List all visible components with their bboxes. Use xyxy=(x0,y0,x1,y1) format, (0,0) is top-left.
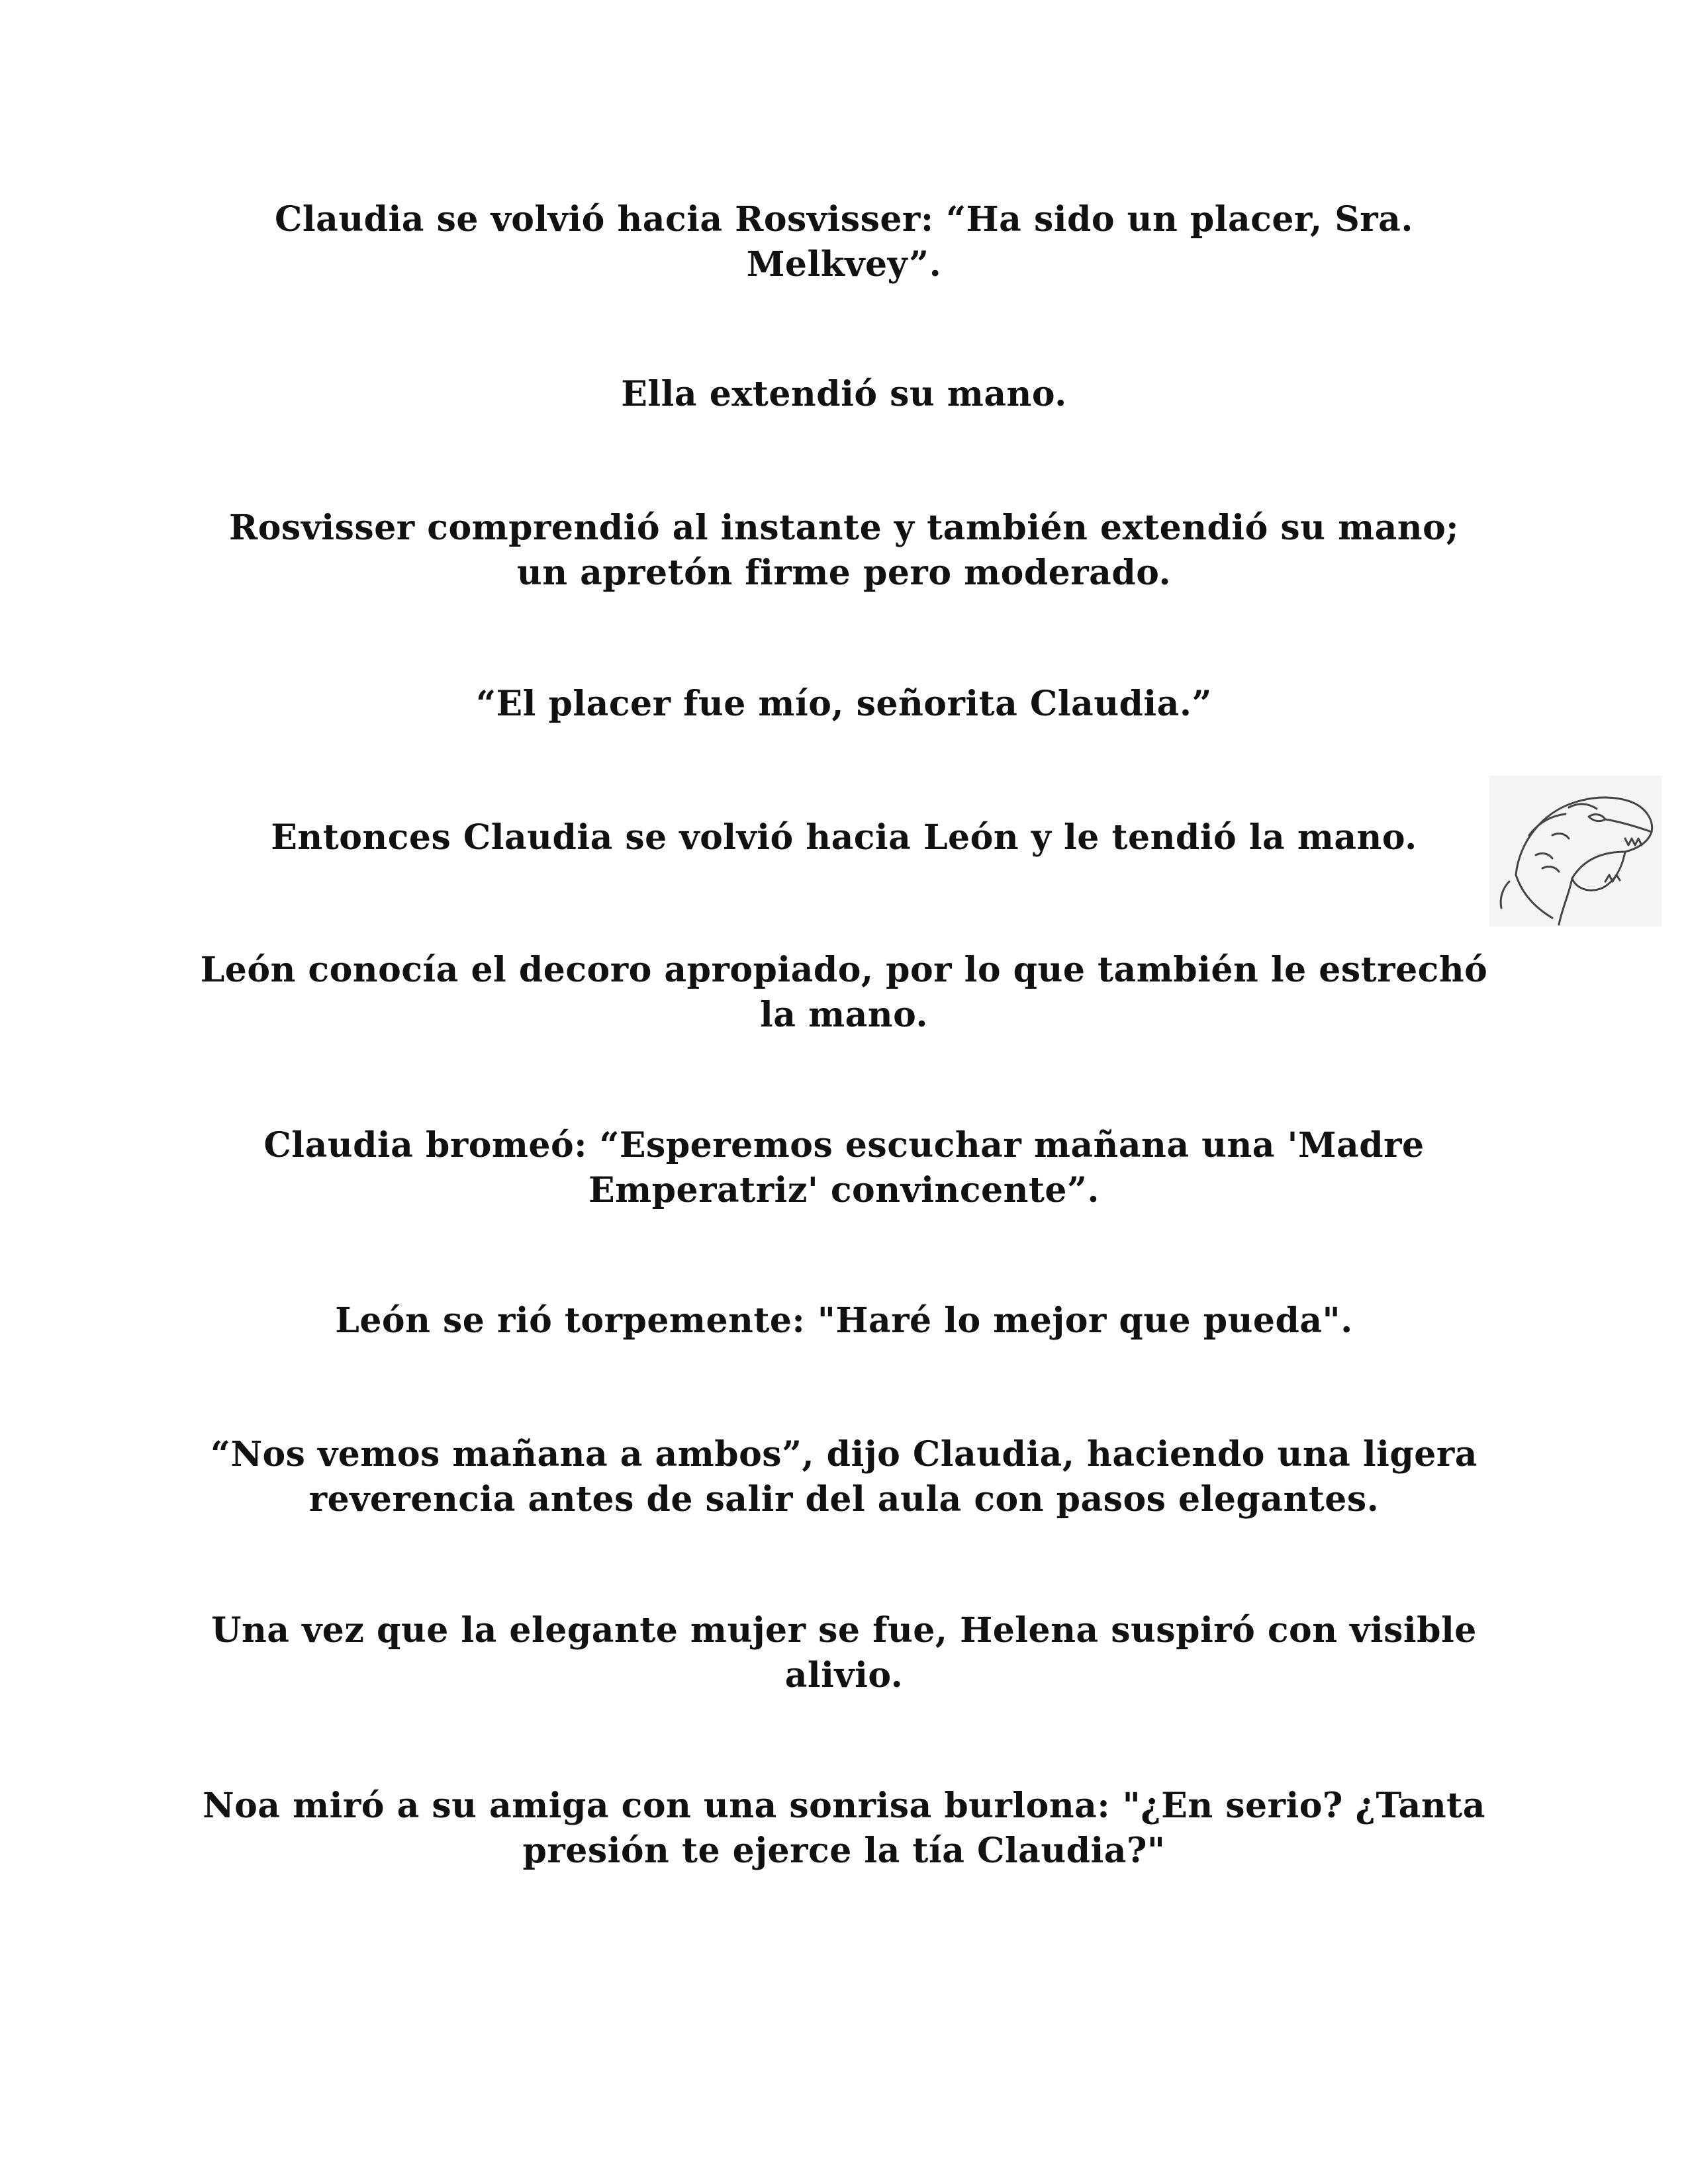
paragraph: León se rió torpemente: "Haré lo mejor que pueda". xyxy=(335,1300,1353,1341)
paragraph: Rosvisser comprendió al instante y también extendió su mano; un apretón firme pero moderado. xyxy=(229,508,1459,593)
paragraph: Noa miró a su amiga con una sonrisa burlona: "¿En serio? ¿Tanta presión te ejerce la tía Claudia?" xyxy=(203,1786,1485,1871)
paragraph: Claudia se volvió hacia Rosvisser: “Ha sido un placer, Sra. Melkvey”. xyxy=(275,199,1413,285)
paragraph: Una vez que la elegante mujer se fue, Helena suspiró con visible alivio. xyxy=(211,1610,1477,1696)
paragraph: “El placer fue mío, señorita Claudia.” xyxy=(476,684,1212,724)
paragraph: “Nos vemos mañana a ambos”, dijo Claudia, haciendo una ligera reverencia antes de salir del aula con pasos elegantes. xyxy=(211,1434,1477,1520)
paragraph: León conocía el decoro apropiado, por lo que también le estrechó la mano. xyxy=(200,950,1488,1035)
dinosaur-head-sketch-icon xyxy=(1489,776,1662,927)
paragraph: Claudia bromeó: “Esperemos escuchar mañana una 'Madre Emperatriz' convincente”. xyxy=(263,1125,1425,1210)
paragraph: Entonces Claudia se volvió hacia León y le tendió la mano. xyxy=(271,817,1417,858)
paragraph: Ella extendió su mano. xyxy=(621,374,1067,414)
